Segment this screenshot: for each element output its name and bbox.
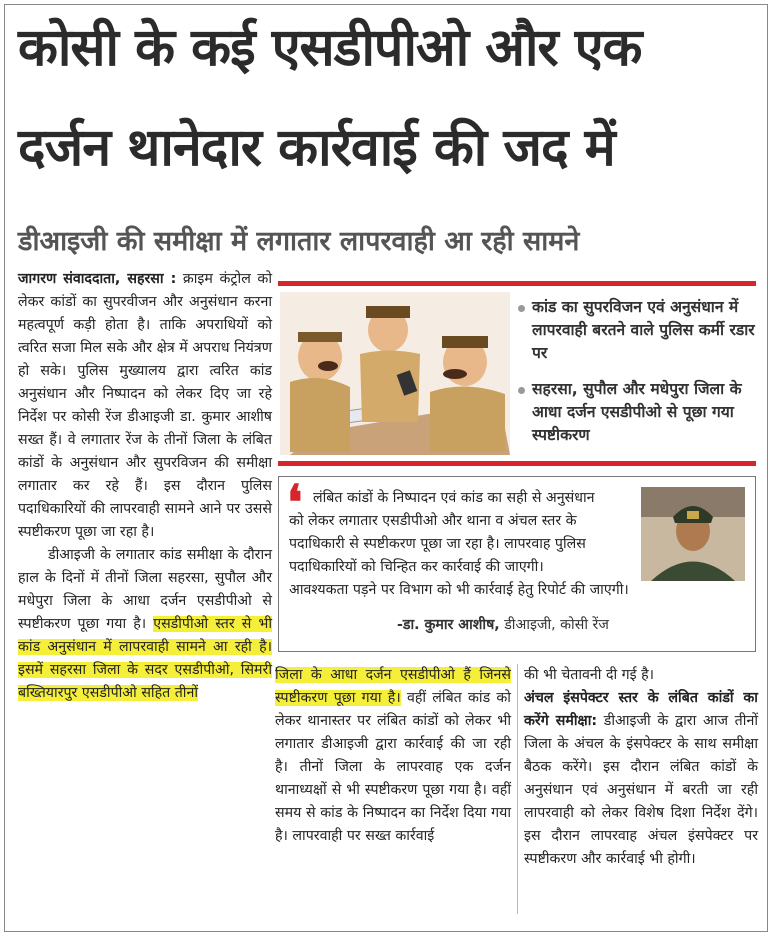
headline-line1: कोसी के कई एसडीपीओ और एक: [18, 18, 642, 78]
bullet-text-1: कांड का सुपरविजन एवं अनुसंधान में लापरवाही बरतने वाले पुलिस कर्मी रडार पर: [532, 298, 755, 362]
article-column-2: [275, 664, 511, 848]
dig-photo: [641, 487, 745, 581]
quote-line: को लेकर लगातार एसडीपीओ और थाना व अंचल स्तर के: [289, 513, 577, 529]
paragraph-1-text: क्राइम कंट्रोल को लेकर कांडों का सुपरवीजन और अनुसंधान करना महत्वपूर्ण कड़ी होता है। ताकि अपराधियों को त्वरित सजा मिल सके और क्षेत्र में अपराध नियंत्रण हो सके। पुलिस मुख्यालय द्वारा त्वरित कांड अनुसंधान और निष्पादन को लेकर दिए जा रहे निर्देश पर कोसी रेंज डीआइजी डा. कुमार आशीष सख्त हैं। वे लगातार रेंज के तीनों जिला के लंबित कांडों के अनुसंधान और सुपरविजन की समीक्षा लगातार कर रहे हैं। इस दौरान पुलिस पदाधिकारियों की लापरवाही सामने आने पर उससे स्पष्टीकरण पूछा जा रहा है।: [18, 271, 273, 540]
quote-signature: [397, 615, 609, 634]
paragraph-5-text: डीआइजी के द्वारा आज तीनों जिला के अंचल के इंसपेक्टर के साथ समीक्षा बैठक करेंगे। इस दौरान लंबित कांडों के अनुसंधान एवं अनुसंधान में बरती जा रही लापरवाही को लेकर विशेष दिशा निर्देश देंगे। इस दौरान लापरवाह अंचल इंसपेक्टर पर स्पष्टीकरण और कार्रवाई भी होगी।: [524, 713, 758, 867]
cartoon-illustration: [280, 292, 510, 455]
quote-line: आवश्यकता पड़ने पर विभाग को भी कार्रवाई हेतु रिपोर्ट की जाएगी।: [289, 582, 629, 598]
quote-author-title: डीआइजी, कोसी रेंज: [499, 617, 609, 633]
quote-box: [278, 476, 756, 652]
paragraph-2-text: डीआइजी के लगातार कांड समीक्षा के दौरान हाल के दिनों में तीनों जिला सहरसा, सुपौल और मधेपुरा जिला के आधा दर्जन एसडीपीओ से स्पष्टीकरण पूछा गया है।: [18, 547, 272, 632]
highlighted-text-1: एसडीपीओ स्तर से भी कांड अनुसंधान में लापरवाही सामने आ रही है। इसमें सहरसा जिला के सदर एसडीपीओ, सिमरी बख्तियारपुर एसडीपीओ सहित तीनों: [18, 616, 272, 701]
highlighted-text-2: जिला के आधा दर्जन एसडीपीओ हैं जिनसे स्पष्टीकरण पूछा गया है।: [275, 667, 511, 706]
quote-author: -डा. कुमार आशीष,: [397, 617, 500, 633]
article-column-3: [524, 664, 758, 871]
column-divider: [517, 664, 518, 914]
article-column-1: [18, 268, 272, 705]
quote-line: पदाधिकारियों को चिन्हित कर कार्रवाई की जाएगी।: [289, 559, 544, 575]
paragraph-2: [18, 544, 272, 705]
paragraph-3-text: वहीं लंबित कांड को लेकर थानास्तर पर लंबित कांडों को लेकर भी लगातार डीआइजी द्वारा कार्रवाई की जा रही है। तीनों जिला के लापरवाह एक दर्जन थानाध्यक्षों से भी स्पष्टीकरण पूछा गया है। वहीं समय से कांड के निष्पादन का निर्देश दिया गया है। लापरवाही पर सख्त कार्रवाई: [275, 690, 511, 844]
quote-line: पदाधिकारी से स्पष्टीकरण पूछा जा रहा है। लापरवाह पुलिस: [289, 536, 586, 552]
red-rule-top: [278, 281, 756, 286]
headline-line2: दर्जन थानेदार कार्रवाई की जद में: [18, 118, 615, 178]
bullet-dot-icon: [518, 387, 525, 394]
paragraph-5: [524, 687, 758, 871]
paragraph-3: [275, 664, 511, 848]
red-rule-bottom: [278, 461, 756, 466]
bullet-item-1: [518, 296, 762, 365]
paragraph-4: की भी चेतावनी दी गई है।: [524, 667, 655, 683]
bullet-text-2: सहरसा, सुपौल और मधेपुरा जिला के आधा दर्जन एसडीपीओ से पूछा गया स्पष्टीकरण: [532, 380, 742, 444]
paragraph-1: [18, 268, 272, 544]
quote-mark-icon: ❛: [287, 475, 303, 531]
bullet-item-2: [518, 378, 762, 447]
dateline: जागरण संवाददाता, सहरसा :: [18, 271, 177, 287]
section-subhead: अंचल इंसपेक्टर स्तर के लंबित कांडों का करेंगे समीक्षा:: [524, 690, 758, 729]
quote-line: लंबित कांडों के निष्पादन एवं कांड का सही से अनुसंधान: [313, 490, 595, 506]
bullet-dot-icon: [518, 305, 525, 312]
subheadline: डीआइजी की समीक्षा में लगातार लापरवाही आ रही सामने: [18, 226, 580, 257]
